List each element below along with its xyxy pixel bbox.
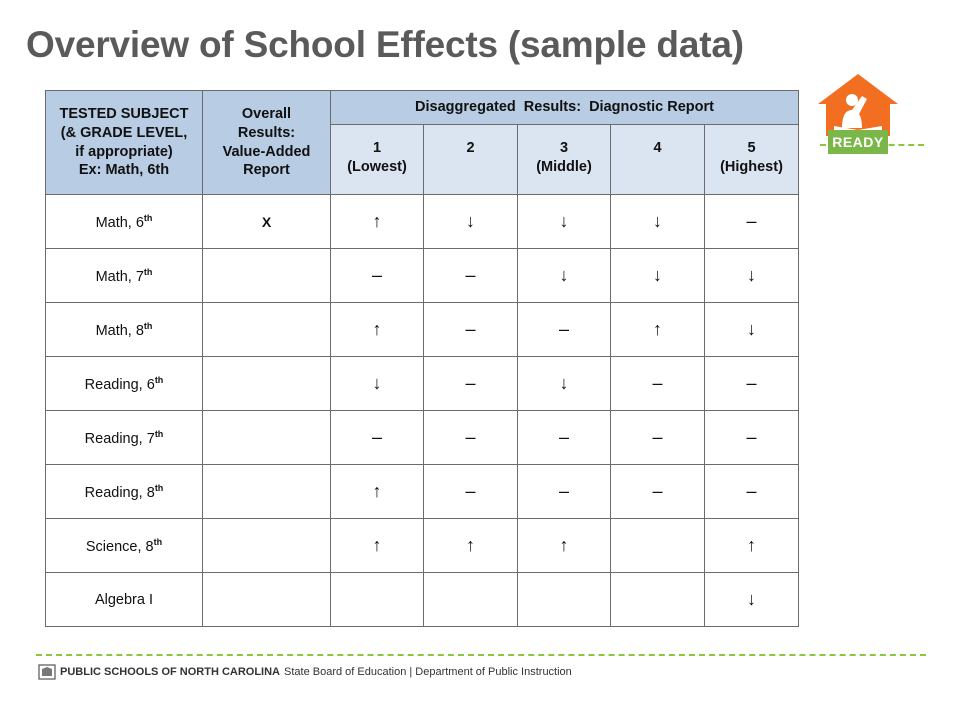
table-row xyxy=(46,465,799,519)
overall-cell xyxy=(203,519,331,573)
level-1-cell: ↓ xyxy=(331,357,424,411)
overall-cell xyxy=(203,465,331,519)
level-1-cell: ↑ xyxy=(331,519,424,573)
overall-cell xyxy=(203,249,331,303)
subject-label: Reading, 6 xyxy=(84,376,155,393)
subject-cell xyxy=(46,573,203,627)
grade-suffix: th xyxy=(143,266,153,277)
level-5-cell: ↓ xyxy=(705,249,799,303)
level-1-header: 1 (Lowest) xyxy=(331,125,424,195)
level-5-cell: – xyxy=(705,411,799,465)
level-3-cell: ↓ xyxy=(518,195,611,249)
subject-label: Math, 6 xyxy=(95,214,144,231)
subject-cell xyxy=(46,303,203,357)
level-4-cell xyxy=(611,519,705,573)
overall-cell xyxy=(203,411,331,465)
overall-cell xyxy=(203,573,331,627)
level-2-cell: – xyxy=(424,465,518,519)
ready-logo-label: READY xyxy=(828,130,888,154)
level-4-cell xyxy=(611,573,705,627)
footer-rest: State Board of Education | Department of Public Instruction xyxy=(284,666,572,678)
level-1-cell: – xyxy=(331,249,424,303)
level-2-cell: ↑ xyxy=(424,519,518,573)
level-2-cell: – xyxy=(424,249,518,303)
level-5-cell: ↓ xyxy=(705,303,799,357)
table-row xyxy=(46,573,799,627)
level-4-cell: – xyxy=(611,465,705,519)
level-4-header: 4 xyxy=(611,125,705,195)
subject-cell xyxy=(46,357,203,411)
level-1-cell: ↑ xyxy=(331,303,424,357)
subject-label: Science, 8 xyxy=(85,538,154,555)
grade-suffix: th xyxy=(154,374,164,385)
subject-cell xyxy=(46,195,203,249)
table-row xyxy=(46,195,799,249)
level-5-cell: – xyxy=(705,465,799,519)
subject-label: Math, 8 xyxy=(95,322,144,339)
table-row xyxy=(46,249,799,303)
school-effects-table xyxy=(45,90,799,627)
level-3-cell: – xyxy=(518,465,611,519)
nc-seal-icon xyxy=(38,664,56,680)
overall-cell: X xyxy=(203,195,331,249)
grade-suffix: th xyxy=(154,428,164,439)
level-5-header: 5 (Highest) xyxy=(705,125,799,195)
diagnostic-group-header: Disaggregated Results: Diagnostic Report xyxy=(331,91,799,125)
level-5-cell: ↑ xyxy=(705,519,799,573)
level-1-cell: ↑ xyxy=(331,195,424,249)
footer-divider xyxy=(36,654,926,656)
slide-title: Overview of School Effects (sample data) xyxy=(26,24,744,65)
level-4-cell: – xyxy=(611,411,705,465)
subject-column-header: TESTED SUBJECT (& GRADE LEVEL, if appropriate) Ex: Math, 6th xyxy=(46,91,203,195)
level-3-cell xyxy=(518,573,611,627)
level-4-cell: ↓ xyxy=(611,249,705,303)
grade-suffix: th xyxy=(153,536,163,547)
level-2-cell xyxy=(424,573,518,627)
level-2-header: 2 xyxy=(424,125,518,195)
overall-cell xyxy=(203,303,331,357)
level-4-cell: ↑ xyxy=(611,303,705,357)
footer xyxy=(38,664,572,680)
table-row xyxy=(46,357,799,411)
overall-cell xyxy=(203,357,331,411)
level-5-cell: – xyxy=(705,195,799,249)
subject-label: Reading, 7 xyxy=(84,430,155,447)
level-4-cell: – xyxy=(611,357,705,411)
level-5-cell: ↓ xyxy=(705,573,799,627)
level-3-cell: ↓ xyxy=(518,249,611,303)
level-1-cell: ↑ xyxy=(331,465,424,519)
subject-cell xyxy=(46,411,203,465)
footer-org: PUBLIC SCHOOLS OF NORTH CAROLINA xyxy=(60,666,280,678)
level-4-cell: ↓ xyxy=(611,195,705,249)
level-3-cell: ↑ xyxy=(518,519,611,573)
level-2-cell: ↓ xyxy=(424,195,518,249)
grade-suffix: th xyxy=(154,482,164,493)
level-1-cell: – xyxy=(331,411,424,465)
level-3-header: 3 (Middle) xyxy=(518,125,611,195)
level-2-cell: – xyxy=(424,303,518,357)
table-row xyxy=(46,303,799,357)
grade-suffix: th xyxy=(143,320,153,331)
level-3-cell: – xyxy=(518,303,611,357)
level-3-cell: – xyxy=(518,411,611,465)
subject-label: Reading, 8 xyxy=(84,484,155,501)
table-row xyxy=(46,411,799,465)
level-2-cell: – xyxy=(424,357,518,411)
level-1-cell xyxy=(331,573,424,627)
level-2-cell: – xyxy=(424,411,518,465)
subject-cell xyxy=(46,249,203,303)
level-3-cell: ↓ xyxy=(518,357,611,411)
grade-suffix: th xyxy=(143,212,153,223)
subject-label: Algebra I xyxy=(94,591,154,608)
subject-cell xyxy=(46,465,203,519)
overall-column-header: Overall Results: Value-Added Report xyxy=(203,91,331,195)
subject-label: Math, 7 xyxy=(95,268,144,285)
level-5-cell: – xyxy=(705,357,799,411)
subject-cell xyxy=(46,519,203,573)
table-row xyxy=(46,519,799,573)
